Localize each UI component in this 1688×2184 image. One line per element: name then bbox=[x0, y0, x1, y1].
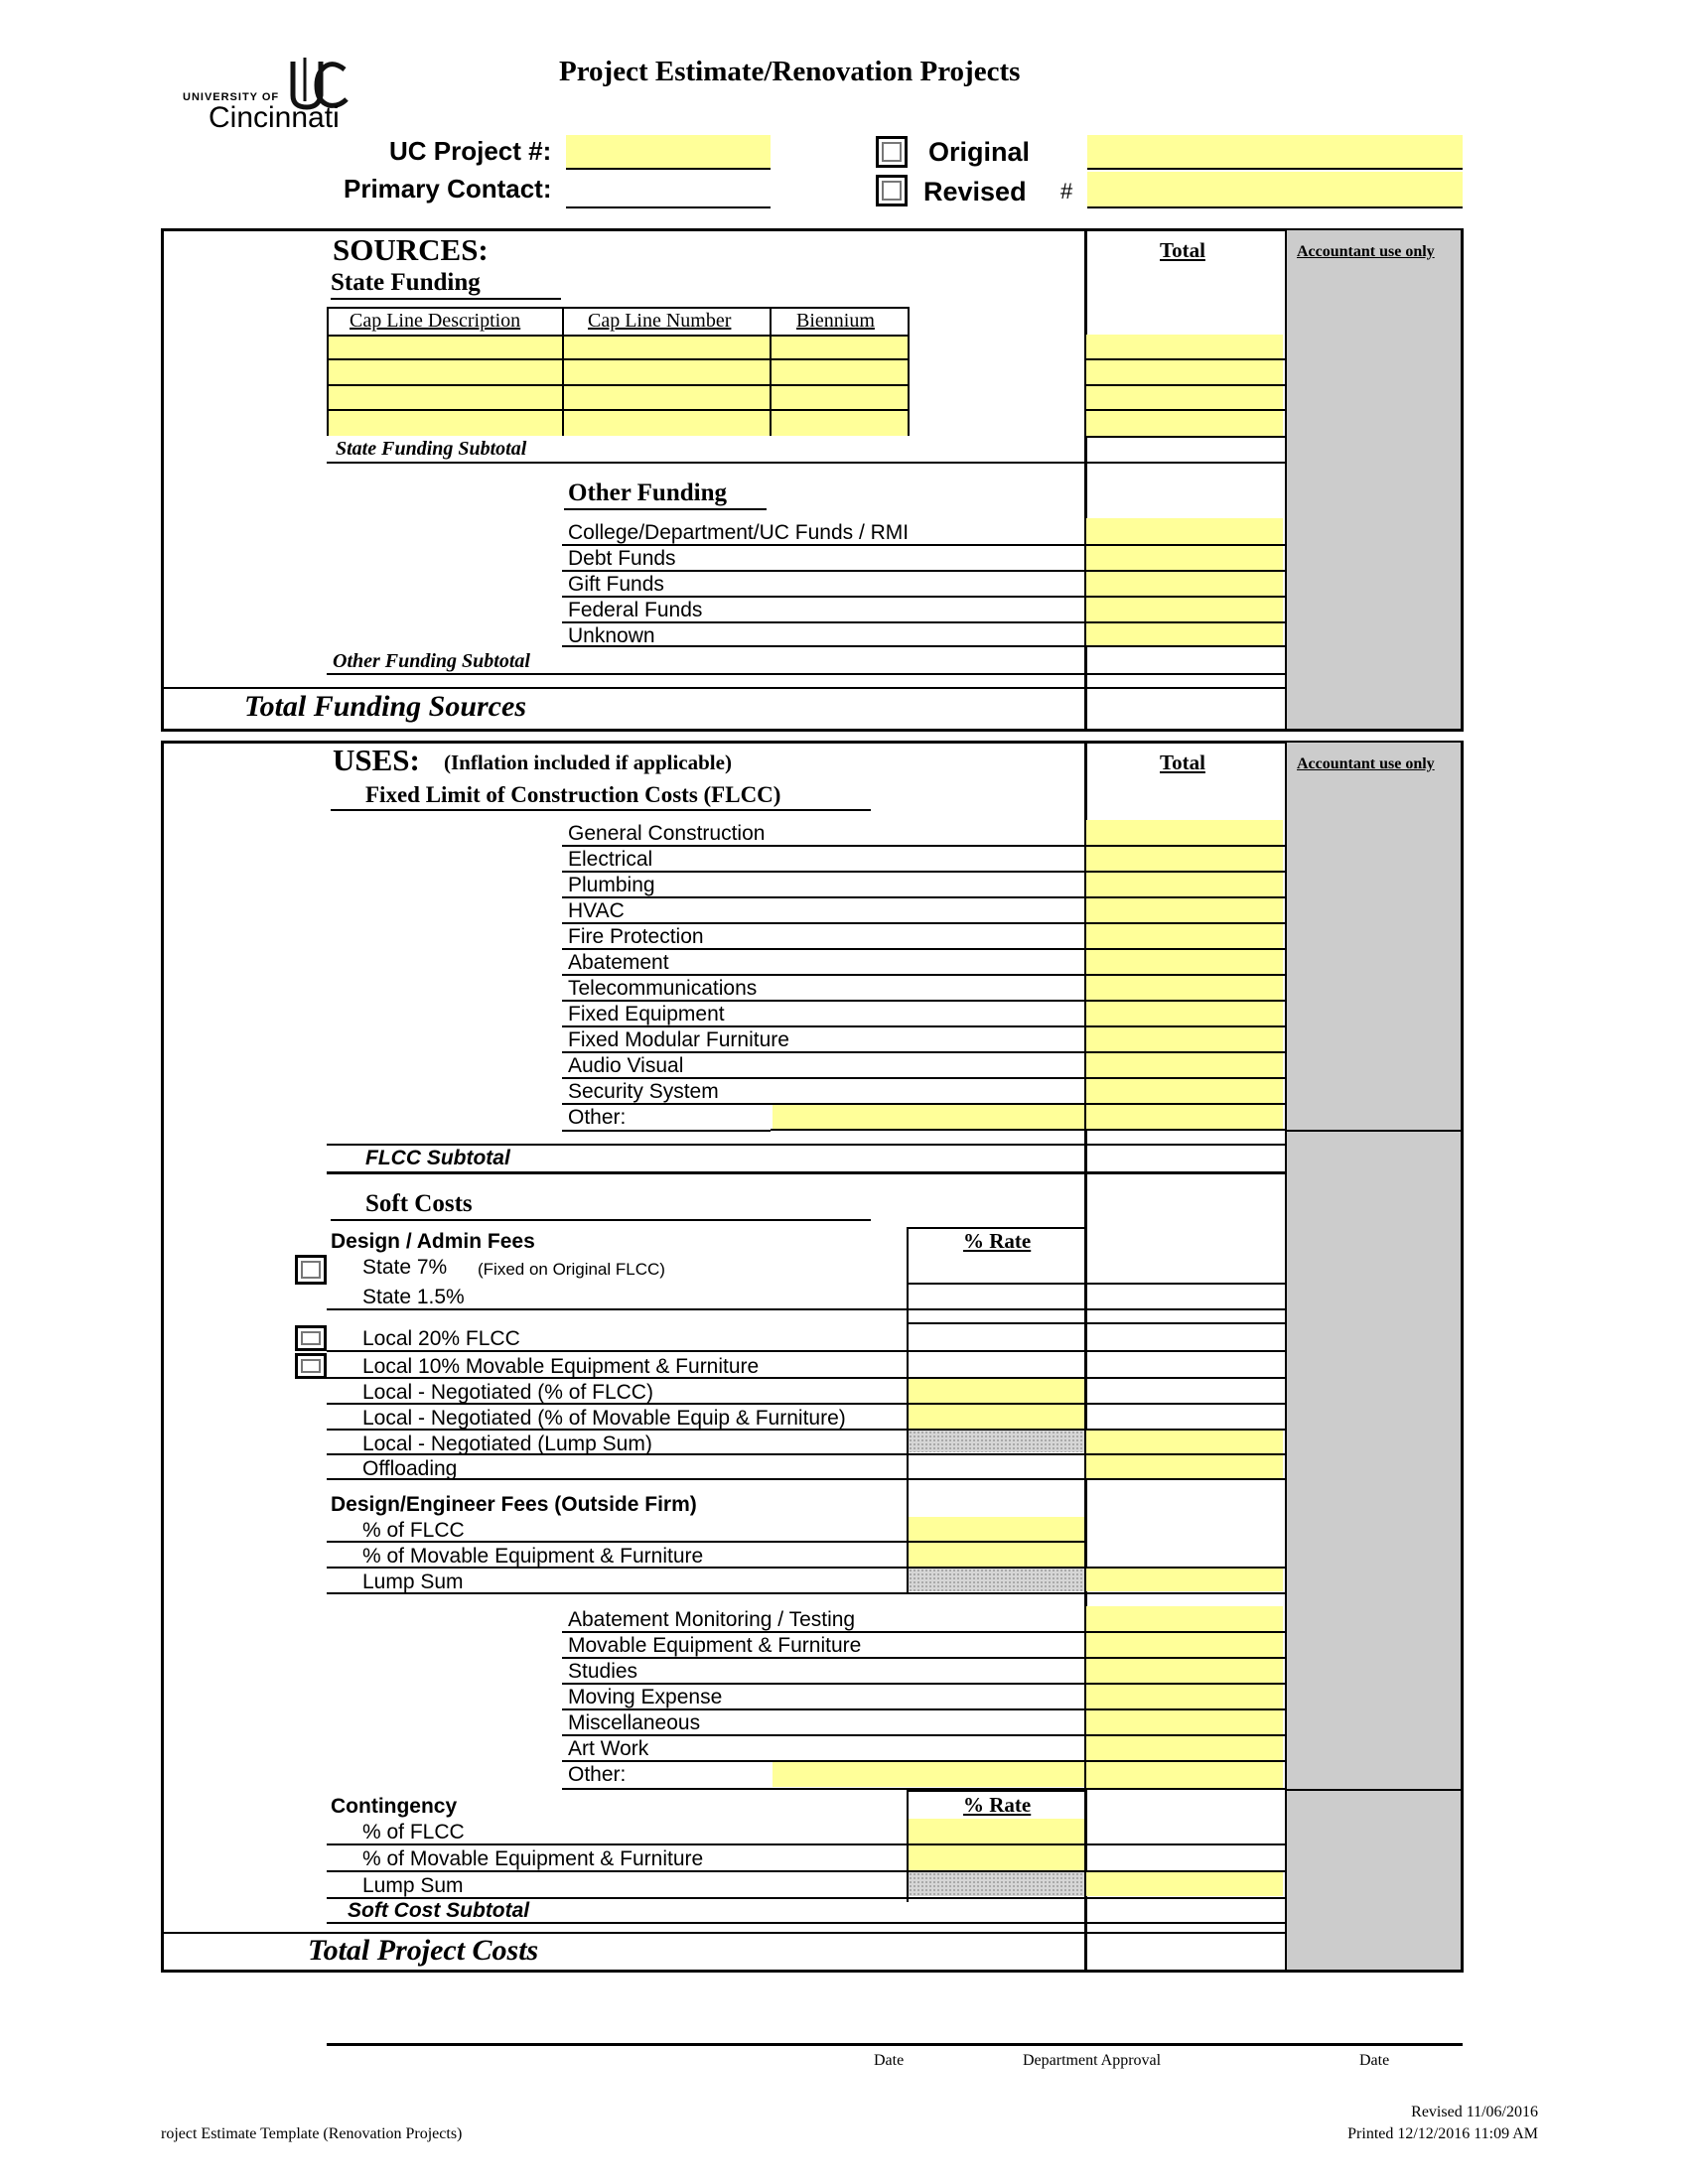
contingency-rate-header: % Rate bbox=[963, 1793, 1032, 1817]
other-funding-item: Federal Funds bbox=[568, 599, 703, 621]
design-engineer-item: % of FLCC bbox=[362, 1519, 465, 1542]
flcc-item: HVAC bbox=[568, 899, 625, 922]
col-cap-line-number: Cap Line Number bbox=[588, 310, 732, 332]
other-funding-item: College/Department/UC Funds / RMI bbox=[568, 521, 910, 544]
revised-checkbox[interactable] bbox=[876, 175, 908, 206]
footer-template-name: roject Estimate Template (Renovation Projects) bbox=[161, 2125, 463, 2142]
state7-label: State 7% bbox=[362, 1256, 448, 1279]
total-funding-sources-label: Total Funding Sources bbox=[244, 690, 526, 723]
total-project-costs-label: Total Project Costs bbox=[308, 1934, 539, 1967]
design-engineer-lump-rate-shaded bbox=[909, 1569, 1084, 1591]
sources-total-header: Total bbox=[1160, 238, 1205, 262]
soft-other-item: Art Work bbox=[568, 1737, 649, 1760]
soft-other-item: Studies bbox=[568, 1660, 638, 1683]
design-engineer-heading: Design/Engineer Fees (Outside Firm) bbox=[331, 1493, 697, 1516]
other-funding-item: Debt Funds bbox=[568, 547, 676, 570]
soft-costs-rate-header: % Rate bbox=[963, 1229, 1032, 1253]
state7-checkbox[interactable] bbox=[295, 1255, 327, 1285]
offloading-label: Offloading bbox=[362, 1457, 458, 1480]
original-checkbox[interactable] bbox=[876, 136, 908, 168]
contingency-heading: Contingency bbox=[331, 1795, 458, 1818]
signature-date1: Date bbox=[874, 2052, 905, 2069]
original-field[interactable] bbox=[1087, 135, 1463, 168]
original-label: Original bbox=[928, 137, 1031, 167]
neg-lump-label: Local - Negotiated (Lump Sum) bbox=[362, 1433, 652, 1455]
other-funding-item: Unknown bbox=[568, 624, 655, 647]
flcc-item: Electrical bbox=[568, 848, 653, 871]
flcc-heading: Fixed Limit of Construction Costs (FLCC) bbox=[365, 782, 781, 807]
local10-checkbox[interactable] bbox=[295, 1353, 327, 1379]
other-funding-subtotal-label: Other Funding Subtotal bbox=[333, 650, 530, 672]
flcc-item: Fixed Equipment bbox=[568, 1003, 725, 1025]
flcc-item: General Construction bbox=[568, 822, 766, 845]
flcc-subtotal-label: FLCC Subtotal bbox=[365, 1147, 510, 1169]
local20-checkbox[interactable] bbox=[295, 1325, 327, 1351]
footer-printed: Printed 12/12/2016 11:09 AM bbox=[1347, 2125, 1538, 2142]
state-funding-subtotal-label: State Funding Subtotal bbox=[336, 438, 527, 460]
col-biennium: Biennium bbox=[796, 310, 875, 332]
soft-other-description-input[interactable] bbox=[773, 1762, 1084, 1787]
uc-project-label: UC Project #: bbox=[389, 136, 552, 166]
soft-other-item: Other: bbox=[568, 1763, 627, 1786]
contingency-item: Lump Sum bbox=[362, 1874, 464, 1897]
sources-heading: SOURCES: bbox=[333, 232, 489, 267]
revised-label: Revised bbox=[923, 177, 1027, 206]
revised-number-field[interactable] bbox=[1087, 172, 1463, 206]
contingency-item: % of Movable Equipment & Furniture bbox=[362, 1847, 704, 1870]
design-engineer-item: % of Movable Equipment & Furniture bbox=[362, 1545, 704, 1568]
uses-heading: USES: bbox=[333, 743, 420, 777]
flcc-item: Fire Protection bbox=[568, 925, 704, 948]
col-cap-line-description: Cap Line Description bbox=[350, 310, 521, 332]
other-funding-heading: Other Funding bbox=[568, 479, 727, 506]
flcc-item: Security System bbox=[568, 1080, 719, 1103]
department-approval-label: Department Approval bbox=[1023, 2052, 1162, 2069]
design-admin-heading: Design / Admin Fees bbox=[331, 1230, 535, 1253]
revision-hash: # bbox=[1060, 179, 1073, 204]
local20-label: Local 20% FLCC bbox=[362, 1327, 520, 1350]
uses-total-header: Total bbox=[1160, 751, 1205, 774]
flcc-item: Telecommunications bbox=[568, 977, 758, 1000]
primary-contact-label: Primary Contact: bbox=[344, 174, 552, 204]
contingency-lump-total-cell[interactable] bbox=[1086, 1872, 1283, 1896]
soft-other-item: Abatement Monitoring / Testing bbox=[568, 1608, 856, 1631]
soft-other-item: Miscellaneous bbox=[568, 1711, 701, 1734]
soft-cost-subtotal-label: Soft Cost Subtotal bbox=[348, 1899, 530, 1922]
soft-other-item: Movable Equipment & Furniture bbox=[568, 1634, 862, 1657]
state7-note: (Fixed on Original FLCC) bbox=[478, 1260, 665, 1279]
logo-cincinnati: Cincinnati bbox=[209, 101, 340, 134]
sources-accountant-header: Accountant use only bbox=[1297, 243, 1435, 260]
neg-flcc-label: Local - Negotiated (% of FLCC) bbox=[362, 1381, 653, 1404]
primary-contact-input[interactable] bbox=[566, 171, 771, 206]
flcc-item: Abatement bbox=[568, 951, 669, 974]
soft-costs-heading: Soft Costs bbox=[365, 1190, 473, 1217]
uses-accountant-column bbox=[1287, 743, 1461, 1971]
flcc-item: Other: bbox=[568, 1106, 627, 1129]
design-engineer-item: Lump Sum bbox=[362, 1570, 464, 1593]
other-funding-item: Gift Funds bbox=[568, 573, 664, 596]
uc-project-input[interactable] bbox=[566, 135, 771, 168]
other-funding-total-cells[interactable] bbox=[1086, 518, 1283, 645]
flcc-other-description-input[interactable] bbox=[773, 1105, 1084, 1130]
flcc-item: Audio Visual bbox=[568, 1054, 684, 1077]
contingency-item: % of FLCC bbox=[362, 1821, 465, 1843]
page-title: Project Estimate/Renovation Projects bbox=[559, 56, 1021, 87]
footer-revised: Revised 11/06/2016 bbox=[1411, 2104, 1538, 2120]
state15-label: State 1.5% bbox=[362, 1286, 465, 1308]
flcc-item: Plumbing bbox=[568, 874, 655, 896]
contingency-lump-rate-shaded bbox=[909, 1872, 1084, 1896]
signature-date2: Date bbox=[1359, 2052, 1390, 2069]
uses-accountant-header: Accountant use only bbox=[1297, 755, 1435, 772]
soft-other-item: Moving Expense bbox=[568, 1686, 723, 1708]
sources-accountant-column bbox=[1287, 230, 1461, 730]
uses-inflation-note: (Inflation included if applicable) bbox=[444, 751, 732, 774]
design-engineer-lump-total-cell[interactable] bbox=[1086, 1569, 1283, 1591]
flcc-item: Fixed Modular Furniture bbox=[568, 1028, 789, 1051]
neg-lump-rate-shaded bbox=[909, 1431, 1084, 1452]
neg-movable-label: Local - Negotiated (% of Movable Equip & Furniture) bbox=[362, 1407, 846, 1430]
local10-label: Local 10% Movable Equipment & Furniture bbox=[362, 1355, 760, 1378]
state-funding-heading: State Funding bbox=[331, 269, 481, 296]
logo-university-of: UNIVERSITY OF bbox=[183, 91, 280, 103]
